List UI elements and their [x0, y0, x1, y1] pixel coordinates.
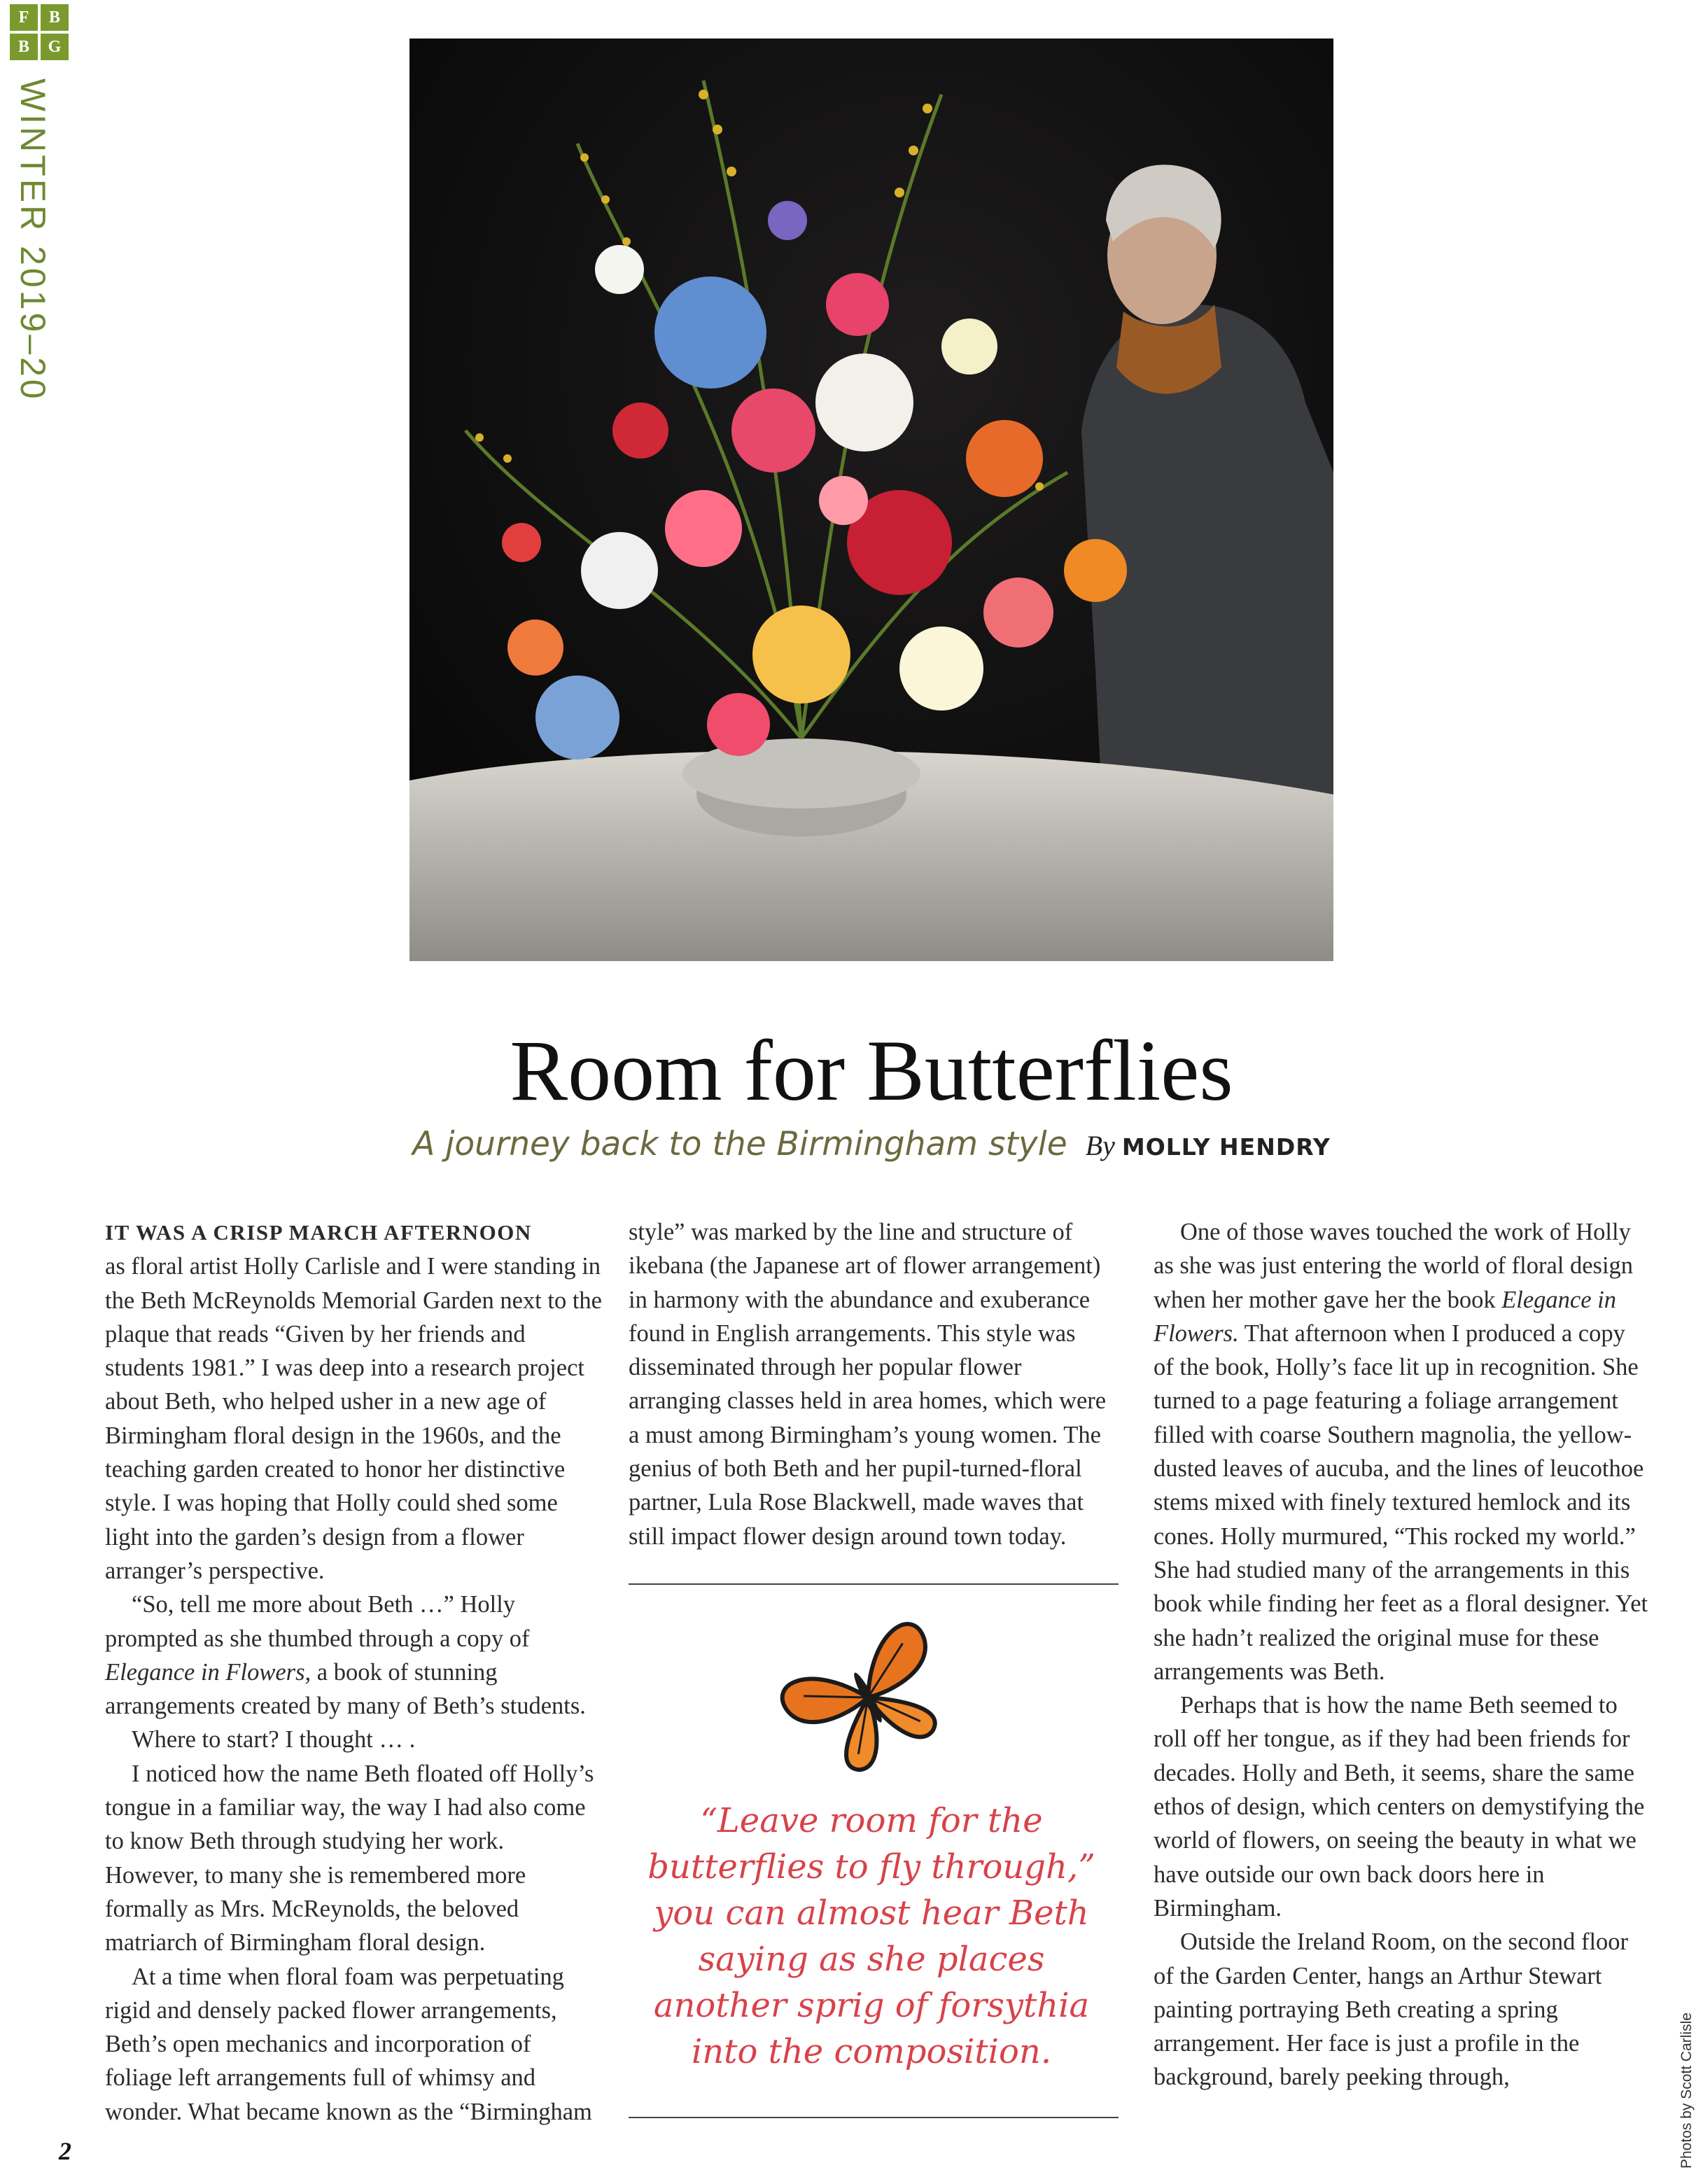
- logo-letter: F: [10, 4, 38, 31]
- article-column-3: [1154, 1215, 1651, 2094]
- lead-in: IT WAS A CRISP MARCH AFTERNOON: [105, 1220, 532, 1245]
- paragraph: Perhaps that is how the name Beth seemed to roll off her tongue, as if they had been friends for decades. Holly and Beth, it seems, share the same ethos of design, which centers on demystifying the world of flowers, on seeing the beauty in what we have outside our own back doors here in Birmingham.: [1154, 1692, 1645, 1921]
- logo-letter: B: [41, 4, 69, 31]
- hero-painting: [409, 38, 1333, 961]
- page-number: 2: [59, 2137, 71, 2165]
- logo-letter: G: [41, 34, 69, 60]
- flower-painting-image: [409, 38, 1333, 961]
- author-name: MOLLY HENDRY: [1121, 1133, 1331, 1161]
- fbbg-logo: [10, 4, 69, 60]
- pull-quote: “Leave room for the butterflies to fly through,” you can almost hear Beth saying as she places another sprig of forsythia into the composition.: [647, 1801, 1095, 2071]
- pullquote-top-rule: [629, 1583, 1119, 1585]
- paragraph-text: a book of stunning arrangements created by many of Beth’s students.: [105, 1658, 586, 1720]
- logo-letter: B: [10, 34, 38, 60]
- byline-row: [409, 1120, 1333, 1177]
- paragraph: [105, 1588, 603, 1723]
- article-subtitle: A journey back to the Birmingham style: [412, 1125, 1067, 1163]
- paragraph: Where to start? I thought … .: [132, 1726, 416, 1754]
- paragraph: [105, 1215, 603, 1588]
- paragraph: I noticed how the name Beth floated off Holly’s tongue in a familiar way, the way I had also come to know Beth through studying her work. However, to many she is remembered more formally as Mrs. McReynolds, the beloved matriarch of Birmingham floral design.: [105, 1760, 594, 1956]
- paragraph: [1154, 1215, 1651, 1688]
- article-title: Room for Butterflies: [510, 1023, 1233, 1119]
- paragraph-text: “So, tell me more about Beth …” Holly prompted as she thumbed through a copy of: [105, 1591, 530, 1652]
- paragraph-text: That afternoon when I produced a copy of the book, Holly’s face lit up in recognition. She turned to a page featuring a foliage arrangement filled with coarse Southern magnolia, the yellow-dusted leaves of aucuba, and the lines of leucothoe stems mixed with finely textured hemlock and its cones. Holly murmured, “This rocked my world.” She had studied many of the arrangements in this book while finding her feet as a floral designer. Yet she hadn’t realized the original muse for these arrangements was Beth.: [1154, 1320, 1648, 1685]
- photo-credit: Photos by Scott Carlisle: [1679, 2012, 1695, 2169]
- paragraph-text: as floral artist Holly Carlisle and I were standing in the Beth McReynolds Memorial Garden next to the plaque that reads “Given by her friends and students 1981.” I was deep into a research project about Beth, who helped usher in a new age of Birmingham floral design in the 1960s, and the teaching garden created to honor her distinctive style. I was hoping that Holly could shed some light into the garden’s design from a flower arranger’s perspective.: [105, 1253, 602, 1584]
- pullquote-bottom-rule: [629, 2117, 1119, 2118]
- paragraph-text: One of those waves touched the work of Holly as she was just entering the world of floral design when her mother gave her the book: [1154, 1219, 1634, 1313]
- paragraph: Outside the Ireland Room, on the second floor of the Garden Center, hangs an Arthur Stewart painting portraying Beth creating a spring arrangement. Her face is just a profile in the background, barely peeking through,: [1154, 1928, 1629, 2091]
- article-column-2: [629, 1215, 1119, 1553]
- article-column-1: [105, 1215, 603, 2129]
- book-title: Elegance in Flowers.: [1154, 1286, 1617, 1347]
- paragraph: At a time when floral foam was perpetuating rigid and densely packed flower arrangements, Beth’s open mechanics and incorporation of foliage left arrangements full of whimsy and wonder. What became known as the “Birmingham: [105, 1963, 592, 2125]
- book-title: Elegance in Flowers,: [105, 1658, 311, 1686]
- byline-by: By: [1085, 1130, 1115, 1161]
- season-label: WINTER 2019–20: [13, 78, 52, 402]
- monarch-butterfly-icon: [770, 1610, 966, 1785]
- paragraph: style” was marked by the line and structure of ikebana (the Japanese art of flower arrangement) in harmony with the abundance and exuberance found in English arrangements. This style was disseminated through her popular flower arranging classes held in area homes, which were a must among Birmingham’s young women. The genius of both Beth and her pupil-turned-floral partner, Lula Rose Blackwell, made waves that still impact flower design around town today.: [629, 1219, 1107, 1550]
